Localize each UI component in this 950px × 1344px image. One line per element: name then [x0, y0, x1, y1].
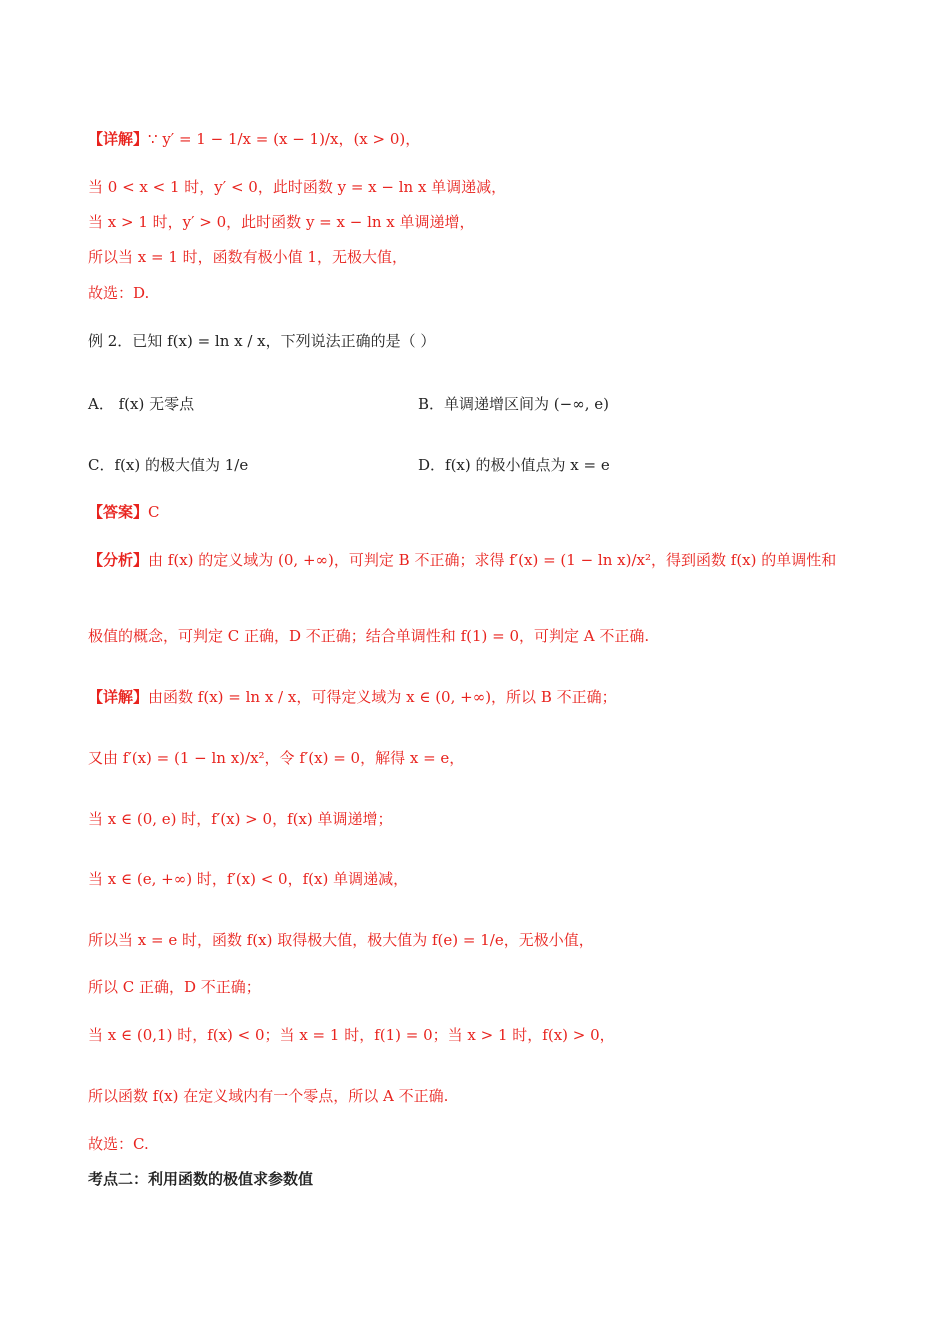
detail-2-line-6: 所以 C 正确，D 不正确； — [88, 978, 261, 996]
analysis-line-2: 极值的概念，可判定 C 正确，D 不正确；结合单调性和 f(1) = 0，可判定 A 不正确. — [88, 627, 650, 645]
detail-2-line-8: 所以函数 f(x) 在定义域内有一个零点，所以 A 不正确. — [88, 1087, 449, 1105]
detail-2-line-7: 当 x ∈ (0,1) 时，f(x) < 0；当 x = 1 时，f(1) = 0；当 x > 1 时，f(x) > 0， — [88, 1026, 615, 1044]
detail-2-label: 【详解】 — [88, 688, 149, 706]
example-2-question: 例 2．已知 f(x) = ln x / x，下列说法正确的是（ ） — [88, 332, 436, 350]
detail-1-line-2: 当 0 < x < 1 时，y′ < 0，此时函数 y = x − ln x 单调递减， — [88, 178, 507, 196]
detail-1-text: ∵ y′ = 1 − 1/x = (x − 1)/x，(x > 0)， — [148, 130, 421, 148]
answer-line — [88, 501, 160, 523]
answer-value: C — [148, 503, 160, 521]
detail-label: 【详解】 — [88, 130, 149, 148]
option-c: C．f(x) 的极大值为 1/e — [88, 456, 249, 474]
detail-2-line-5: 所以当 x = e 时，函数 f(x) 取得极大值，极大值为 f(e) = 1/e，无极小值， — [88, 931, 594, 949]
option-a: A． f(x) 无零点 — [88, 395, 195, 413]
detail-2-line-3: 当 x ∈ (0, e) 时，f′(x) > 0，f(x) 单调递增； — [88, 810, 393, 828]
detail-1-choice: 故选：D. — [88, 284, 150, 302]
detail-1-line-4: 所以当 x = 1 时，函数有极小值 1，无极大值， — [88, 248, 407, 266]
detail-2-line-4: 当 x ∈ (e, +∞) 时，f′(x) < 0，f(x) 单调递减， — [88, 870, 409, 888]
detail-2-choice: 故选：C. — [88, 1135, 149, 1153]
analysis-line-1 — [88, 549, 836, 571]
option-d: D．f(x) 的极小值点为 x = e — [418, 456, 610, 474]
detail-1-line — [88, 128, 420, 150]
option-b: B．单调递增区间为 (−∞, e) — [418, 395, 609, 413]
detail-1-line-3: 当 x > 1 时，y′ > 0，此时函数 y = x − ln x 单调递增， — [88, 213, 475, 231]
analysis-text-1: 由 f(x) 的定义域为 (0, +∞)，可判定 B 不正确；求得 f′(x) = (1 − ln x)/x²，得到函数 f(x) 的单调性和 — [148, 551, 837, 569]
detail-2-line-1 — [88, 686, 617, 708]
detail-2-text-1: 由函数 f(x) = ln x / x，可得定义域为 x ∈ (0, +∞)，所以 B 不正确； — [148, 688, 617, 706]
answer-label: 【答案】 — [88, 503, 149, 521]
analysis-label: 【分析】 — [88, 551, 149, 569]
section-title: 考点二：利用函数的极值求参数值 — [88, 1170, 314, 1188]
detail-2-line-2: 又由 f′(x) = (1 − ln x)/x²，令 f′(x) = 0，解得 x = e， — [88, 749, 465, 767]
